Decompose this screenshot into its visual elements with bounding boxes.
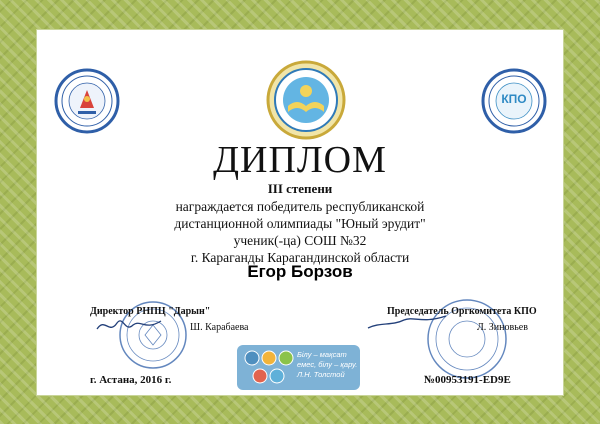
banner-quote	[297, 350, 359, 380]
award-line-2: дистанционной олимпиады "Юный эрудит"	[174, 216, 426, 231]
banner-icons	[243, 349, 295, 386]
left-signature-icon	[95, 315, 165, 337]
center-emblem-icon	[266, 60, 346, 140]
banner-quote-line-3: Л.Н. Толстой	[297, 370, 345, 379]
place-date: г. Астана, 2016 г.	[90, 374, 172, 386]
diploma-title: ДИПЛОМ	[213, 139, 387, 181]
award-line-3: ученик(-ца) СОШ №32	[233, 233, 367, 248]
degree-label: III степени	[267, 181, 333, 196]
left-emblem-icon	[54, 68, 120, 134]
recipient-name: Егор Борзов	[247, 262, 353, 281]
diploma-number: №00953191-ED9E	[424, 374, 511, 386]
right-signatory-name: Л. Зиновьев	[477, 322, 528, 333]
left-signatory-role: Директор РНПЦ "Дарын"	[90, 306, 211, 317]
award-line-4: г. Караганды Карагандинской области	[190, 250, 410, 265]
banner-quote-line-2: емес, білу – қару.	[297, 360, 358, 369]
left-signatory-name: Ш. Карабаева	[190, 322, 249, 333]
right-signatory-role: Председатель Оргкомитета КПО	[387, 306, 537, 317]
award-line-1: награждается победитель республиканской	[175, 199, 425, 214]
kpo-logo-text: КПО	[501, 92, 527, 106]
banner-quote-line-1: Білу – мақсат	[297, 350, 347, 359]
